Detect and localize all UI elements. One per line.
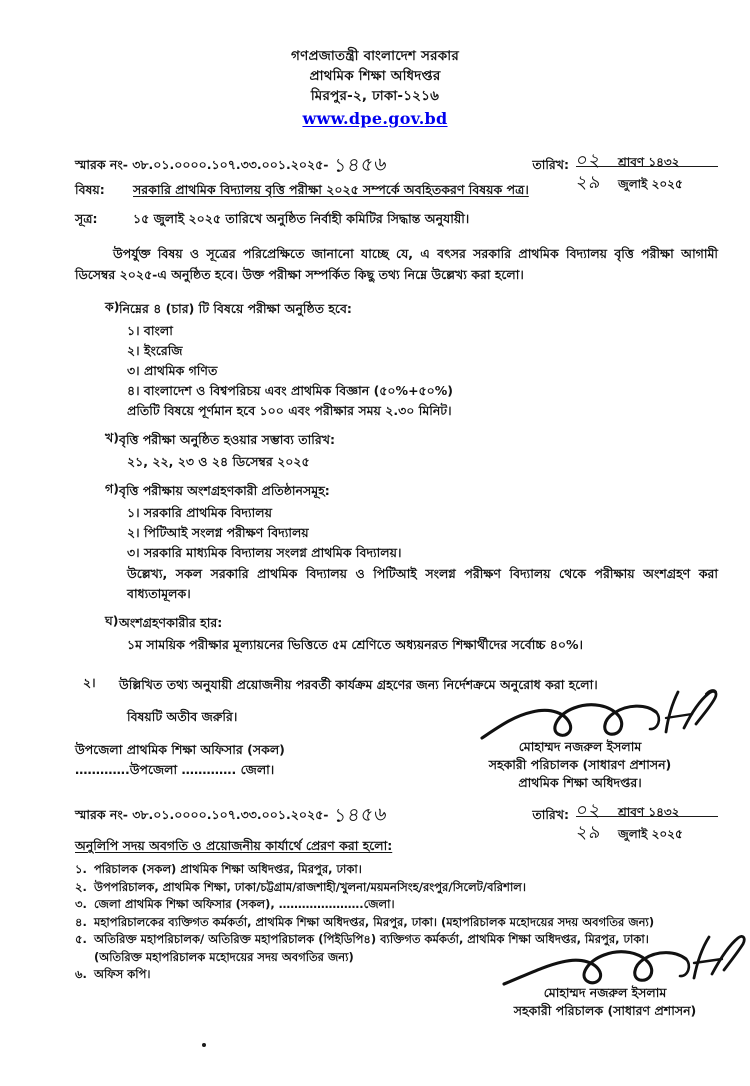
copy-item-text: জেলা প্রাথমিক শিক্ষা অফিসার (সকল), ………………….জেলা। bbox=[94, 897, 395, 911]
clause-kha bbox=[75, 430, 718, 450]
list-item bbox=[75, 966, 718, 984]
copy-item-text: অতিরিক্ত মহাপরিচালক/ অতিরিক্ত মহাপরিচালক (পিইডিপি৪) ব্যক্তিগত কর্মকর্তা, প্রাথমিক শিক্ষা অধিদপ্তর, মিরপুর, ঢাকা। bbox=[94, 932, 649, 946]
list-item bbox=[75, 861, 718, 879]
clause-two-mark: ২। bbox=[83, 675, 96, 690]
clause-ga-heading: বৃত্তি পরীক্ষায় অংশগ্রহণকারী প্রতিষ্ঠানসমূহ: bbox=[119, 483, 330, 498]
memo-number-label-top: স্মারক নং- ৩৮.০১.০০০০.১০৭.৩৩.০০১.২০২৫- bbox=[75, 156, 329, 172]
date-fraction-bottom bbox=[574, 796, 718, 843]
clause-ga-note: উল্লেখ্য, সকল সরকারি প্রাথমিক বিদ্যালয় ও পিটিআই সংলগ্ন পরীক্ষণ বিদ্যালয় থেকে পরীক্ষায় অংশগ্রহণ করা বাধ্যতামূলক। bbox=[127, 566, 718, 601]
copy-item-text: উপপরিচালক, প্রাথমিক শিক্ষা, ঢাকা/চট্টগ্রাম/রাজশাহী/খুলনা/ময়মনসিংহ/রংপুর/সিলেট/বরিশাল। bbox=[94, 879, 526, 894]
clause-ka-marks-note: প্রতিটি বিষয়ে পূর্ণমান হবে ১০০ এবং পরীক্ষার সময় ২.৩০ মিনিট। bbox=[127, 403, 452, 418]
clause-two-text: উল্লিখিত তথ্য অনুযায়ী প্রয়োজনীয় পরবর্তী কার্যক্রম গ্রহণের জন্য নির্দেশক্রমে অনুরোধ করা হলো। bbox=[119, 677, 598, 692]
date-english-month-bottom: জুলাই ২০২৫ bbox=[618, 827, 683, 841]
memo-number-top bbox=[75, 151, 388, 183]
copy-item-subtext: (অতিরিক্ত মহাপরিচালক মহোদয়ের সদয় অবগতির জন্য) bbox=[94, 949, 354, 964]
clause-kha-heading: বৃত্তি পরীক্ষা অনুষ্ঠিত হওয়ার সম্ভাব্য তারিখ: bbox=[119, 432, 335, 447]
signature-block-bottom bbox=[460, 984, 750, 1020]
recipient-line-2: ………….উপজেলা …………. জেলা। bbox=[75, 762, 275, 777]
reference-row bbox=[75, 211, 718, 231]
memo-number-label-bottom: স্মারক নং- ৩৮.০১.০০০০.১০৭.৩৩.০০১.২০২৫- bbox=[75, 806, 329, 822]
copy-item-subtext-wrapper bbox=[94, 949, 718, 967]
subject-reference-block bbox=[75, 182, 718, 231]
copy-title: অনুলিপি সদয় অবগতি ও প্রয়োজনীয় কার্যার্থে প্রেরণ করা হলো: bbox=[75, 838, 393, 853]
urgency-note: বিষয়টি অতীব জরুরি। bbox=[127, 709, 238, 724]
copy-item-number: ১. bbox=[75, 862, 87, 876]
website-link[interactable]: www.dpe.gov.bd bbox=[302, 109, 448, 128]
clause-gha-mark: ঘ) bbox=[105, 613, 119, 628]
list-item bbox=[75, 931, 718, 949]
list-item: ১। বাংলা bbox=[127, 323, 173, 338]
clause-ga-items bbox=[127, 503, 718, 563]
list-item bbox=[75, 896, 718, 914]
subject-row bbox=[75, 182, 718, 202]
clause-gha-heading: অংশগ্রহণকারীর হার: bbox=[119, 615, 223, 630]
date-block-bottom bbox=[532, 796, 718, 843]
clause-kha-mark: খ) bbox=[105, 430, 119, 445]
reference-label: সূত্র: bbox=[75, 211, 98, 226]
reference-value: ১৫ জুলাই ২০২৫ তারিখে অনুষ্ঠিত নির্বাহী কমিটির সিদ্ধান্ত অনুযায়ী। bbox=[133, 211, 470, 226]
date-label-top: তারিখ: bbox=[532, 156, 569, 172]
list-item: ১। সরকারি প্রাথমিক বিদ্যালয় bbox=[127, 505, 272, 520]
copy-item-number: ৩. bbox=[75, 897, 87, 911]
subject-label: বিষয়: bbox=[75, 182, 105, 197]
signatory-name-top: মোহাম্মদ নজরুল ইসলাম bbox=[518, 739, 642, 754]
clause-ka-items bbox=[127, 321, 718, 421]
copy-list bbox=[75, 861, 718, 984]
copy-item-number: ৫. bbox=[75, 932, 87, 946]
clause-ka-mark: ক) bbox=[105, 299, 120, 314]
date-english-handwritten-bottom: ২৯ bbox=[574, 822, 604, 843]
list-item: ৩। সরকারি মাধ্যমিক বিদ্যালয় সংলগ্ন প্রাথমিক বিদ্যালয়। bbox=[127, 545, 402, 560]
copy-item-number: ২. bbox=[75, 879, 87, 894]
copy-item-number: ৬. bbox=[75, 967, 87, 981]
clause-ga-mark: গ) bbox=[105, 481, 119, 496]
recipient-line-1: উপজেলা প্রাথমিক শিক্ষা অফিসার (সকল) bbox=[75, 742, 285, 757]
letter-body bbox=[75, 243, 718, 729]
date-label-bottom: তারিখ: bbox=[532, 806, 569, 822]
clause-ka bbox=[75, 299, 718, 319]
signatory-office-top: প্রাথমিক শিক্ষা অধিদপ্তর। bbox=[518, 775, 642, 790]
directorate-name: প্রাথমিক শিক্ষা অধিদপ্তর bbox=[309, 68, 441, 84]
date-bangla-month-top: শ্রাবণ ১৪৩২ bbox=[618, 155, 680, 169]
date-block-top bbox=[532, 146, 718, 193]
date-bangla-month-bottom: শ্রাবণ ১৪৩২ bbox=[618, 805, 680, 819]
clause-ka-heading: নিম্নের ৪ (চার) টি বিষয়ে পরীক্ষা অনুষ্ঠিত হবে: bbox=[119, 301, 352, 316]
copy-distribution bbox=[75, 838, 718, 984]
clause-gha bbox=[75, 613, 718, 633]
letterhead bbox=[0, 46, 750, 130]
list-item bbox=[75, 879, 718, 897]
clause-gha-items bbox=[127, 635, 718, 655]
clause-two bbox=[75, 675, 718, 695]
subject-value: সরকারি প্রাথমিক বিদ্যালয় বৃত্তি পরীক্ষা ২০২৫ সম্পর্কে অবহিতকরণ বিষয়ক পত্র। bbox=[133, 182, 529, 197]
copy-item-text: পরিচালক (সকল) প্রাথমিক শিক্ষা অধিদপ্তর, মিরপুর, ঢাকা। bbox=[94, 862, 362, 876]
date-fraction-top bbox=[574, 146, 718, 193]
exam-dates: ২১, ২২, ২৩ ও ২৪ ডিসেম্বর ২০২৫ bbox=[127, 454, 310, 469]
signatory-designation-bottom: সহকারী পরিচালক (সাধারণ প্রশাসন) bbox=[513, 1003, 697, 1018]
date-bangla-handwritten-bottom: ০২ bbox=[574, 800, 604, 821]
date-english-handwritten-top: ২৯ bbox=[574, 172, 604, 193]
signature-block-top bbox=[430, 738, 730, 792]
list-item bbox=[75, 914, 718, 932]
memo-number-handwritten-bottom: ১৪৫৬ bbox=[333, 802, 390, 827]
signatory-designation-top: সহকারী পরিচালক (সাধারণ প্রশাসন) bbox=[488, 757, 672, 772]
copy-item-text: মহাপরিচালকের ব্যক্তিগত কর্মকর্তা, প্রাথমিক শিক্ষা অধিদপ্তর, মিরপুর, ঢাকা। (মহাপরিচালক মহোদয়ের সদয় অবগতির জন্য) bbox=[94, 914, 655, 929]
date-bangla-handwritten-top: ০২ bbox=[574, 150, 604, 171]
copy-item-number: ৪. bbox=[75, 914, 87, 929]
memo-number-bottom bbox=[75, 801, 388, 833]
list-item: ২। ইংরেজি bbox=[127, 343, 183, 358]
govt-name: গণপ্রজাতন্ত্রী বাংলাদেশ সরকার bbox=[291, 48, 459, 64]
date-english-month-top: জুলাই ২০২৫ bbox=[618, 177, 683, 191]
list-item: ৩। প্রাথমিক গণিত bbox=[127, 363, 218, 378]
clause-ga bbox=[75, 481, 718, 501]
list-item: ২। পিটিআই সংলগ্ন পরীক্ষণ বিদ্যালয় bbox=[127, 525, 309, 540]
intro-paragraph: উপর্যুক্ত বিষয় ও সূত্রের পরিপ্রেক্ষিতে জানানো যাচ্ছে যে, এ বৎসর সরকারি প্রাথমিক বিদ্যালয় বৃত্তি পরীক্ষা আগামী ডিসেম্বর ২০২৫-এ অনুষ্ঠিত হবে। উক্ত পরীক্ষা সম্পর্কিত কিছু তথ্য নিম্নে উল্লেখ্য করা হলো। bbox=[75, 246, 718, 282]
memo-line-bottom bbox=[75, 796, 718, 843]
recipient-block bbox=[75, 740, 285, 780]
participation-rate: ১ম সাময়িক পরীক্ষার মূল্যায়নের ভিত্তিতে ৫ম শ্রেণিতে অধ্যয়নরত শিক্ষার্থীদের সর্বোচ্চ ৪০%। bbox=[127, 637, 583, 652]
list-item: ৪। বাংলাদেশ ও বিশ্বপরিচয় এবং প্রাথমিক বিজ্ঞান (৫০%+৫০%) bbox=[127, 383, 454, 398]
copy-item-text: অফিস কপি। bbox=[94, 967, 151, 981]
page-bottom-mark bbox=[202, 1043, 206, 1047]
memo-number-handwritten-top: ১৪৫৬ bbox=[333, 152, 390, 177]
address: মিরপুর-২, ঢাকা-১২১৬ bbox=[310, 88, 440, 104]
signatory-name-bottom: মোহাম্মদ নজরুল ইসলাম bbox=[543, 985, 667, 1000]
clause-kha-items bbox=[127, 452, 718, 472]
